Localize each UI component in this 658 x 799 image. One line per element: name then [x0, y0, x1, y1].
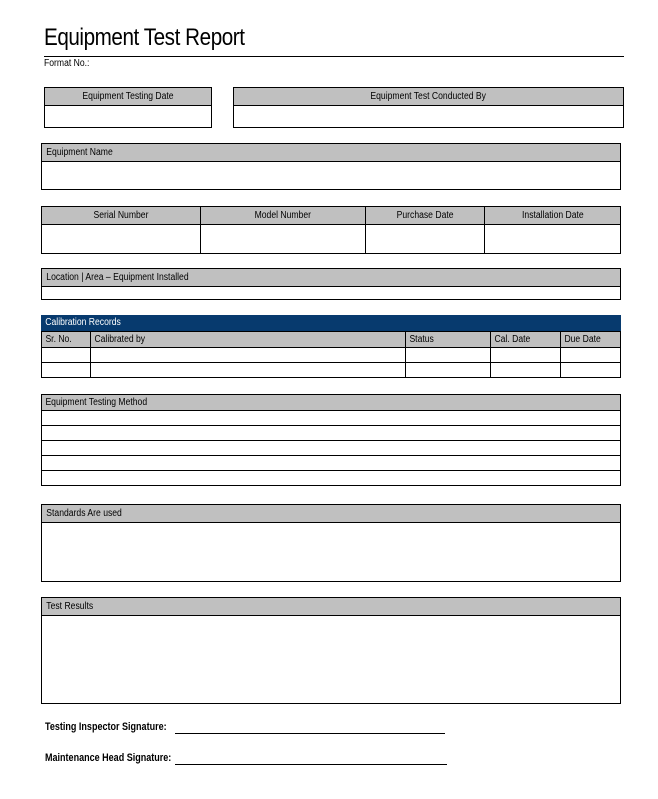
- testing-method-line: [42, 411, 621, 426]
- calibration-cell[interactable]: [42, 348, 91, 363]
- testing-method-header: Equipment Testing Method: [42, 395, 621, 411]
- maintenance-signature-line[interactable]: [175, 764, 447, 765]
- calibration-row: [42, 363, 621, 378]
- installation-date-field[interactable]: [485, 225, 621, 254]
- conducted-by-header: Equipment Test Conducted By: [234, 88, 623, 106]
- testing-method-line: [42, 441, 621, 456]
- standards-field[interactable]: [42, 523, 620, 581]
- equipment-details-header-row: [42, 207, 621, 225]
- testing-method-line: [42, 426, 621, 441]
- col-status: Status: [406, 332, 491, 348]
- col-sr-no: Sr. No.: [42, 332, 91, 348]
- testing-method-line: [42, 456, 621, 471]
- conducted-by-box: [233, 87, 624, 128]
- testing-method-field[interactable]: [42, 456, 621, 471]
- col-calibrated-by: Calibrated by: [91, 332, 406, 348]
- calibration-cell[interactable]: [561, 348, 621, 363]
- col-cal-date: Cal. Date: [491, 332, 561, 348]
- standards-box: [41, 504, 621, 582]
- calibration-cell[interactable]: [561, 363, 621, 378]
- location-field[interactable]: [42, 287, 620, 299]
- testing-method-field[interactable]: [42, 441, 621, 456]
- calibration-cell[interactable]: [91, 363, 406, 378]
- calibration-header-row: [42, 332, 621, 348]
- calibration-row: [42, 348, 621, 363]
- calibration-table: [41, 331, 621, 378]
- calibration-cell[interactable]: [491, 363, 561, 378]
- equipment-details-row: [42, 225, 621, 254]
- location-box: [41, 268, 621, 300]
- col-due-date: Due Date: [561, 332, 621, 348]
- calibration-cell[interactable]: [491, 348, 561, 363]
- conducted-by-field[interactable]: [234, 106, 623, 127]
- test-results-box: [41, 597, 621, 704]
- testing-method-field[interactable]: [42, 411, 621, 426]
- location-header: Location | Area – Equipment Installed: [42, 269, 620, 287]
- inspector-signature-line[interactable]: [175, 733, 445, 734]
- testing-date-header: Equipment Testing Date: [45, 88, 211, 106]
- maintenance-signature-label: Maintenance Head Signature:: [45, 752, 172, 764]
- calibration-cell[interactable]: [406, 363, 491, 378]
- page-title: Equipment Test Report: [44, 24, 245, 51]
- test-results-field[interactable]: [42, 616, 620, 703]
- purchase-date-field[interactable]: [366, 225, 485, 254]
- installation-date-header: Installation Date: [485, 207, 621, 225]
- model-number-header: Model Number: [201, 207, 366, 225]
- testing-method-field[interactable]: [42, 426, 621, 441]
- calibration-cell[interactable]: [91, 348, 406, 363]
- title-rule: [44, 56, 624, 57]
- calibration-cell[interactable]: [42, 363, 91, 378]
- serial-number-field[interactable]: [42, 225, 201, 254]
- model-number-field[interactable]: [201, 225, 366, 254]
- calibration-title: Calibration Records: [41, 315, 621, 331]
- purchase-date-header: Purchase Date: [366, 207, 485, 225]
- test-results-header: Test Results: [42, 598, 620, 616]
- equipment-details-table: [41, 206, 621, 254]
- testing-method-field[interactable]: [42, 471, 621, 486]
- equipment-name-header: Equipment Name: [42, 144, 620, 162]
- equipment-name-box: [41, 143, 621, 190]
- testing-date-box: [44, 87, 212, 128]
- testing-date-field[interactable]: [45, 106, 211, 127]
- calibration-cell[interactable]: [406, 348, 491, 363]
- serial-number-header: Serial Number: [42, 207, 201, 225]
- format-number-label: Format No.:: [44, 58, 90, 69]
- equipment-name-field[interactable]: [42, 162, 620, 189]
- testing-method-table: [41, 394, 621, 486]
- testing-method-line: [42, 471, 621, 486]
- inspector-signature-label: Testing Inspector Signature:: [45, 721, 167, 733]
- calibration-title-bar: [41, 315, 621, 331]
- standards-header: Standards Are used: [42, 505, 620, 523]
